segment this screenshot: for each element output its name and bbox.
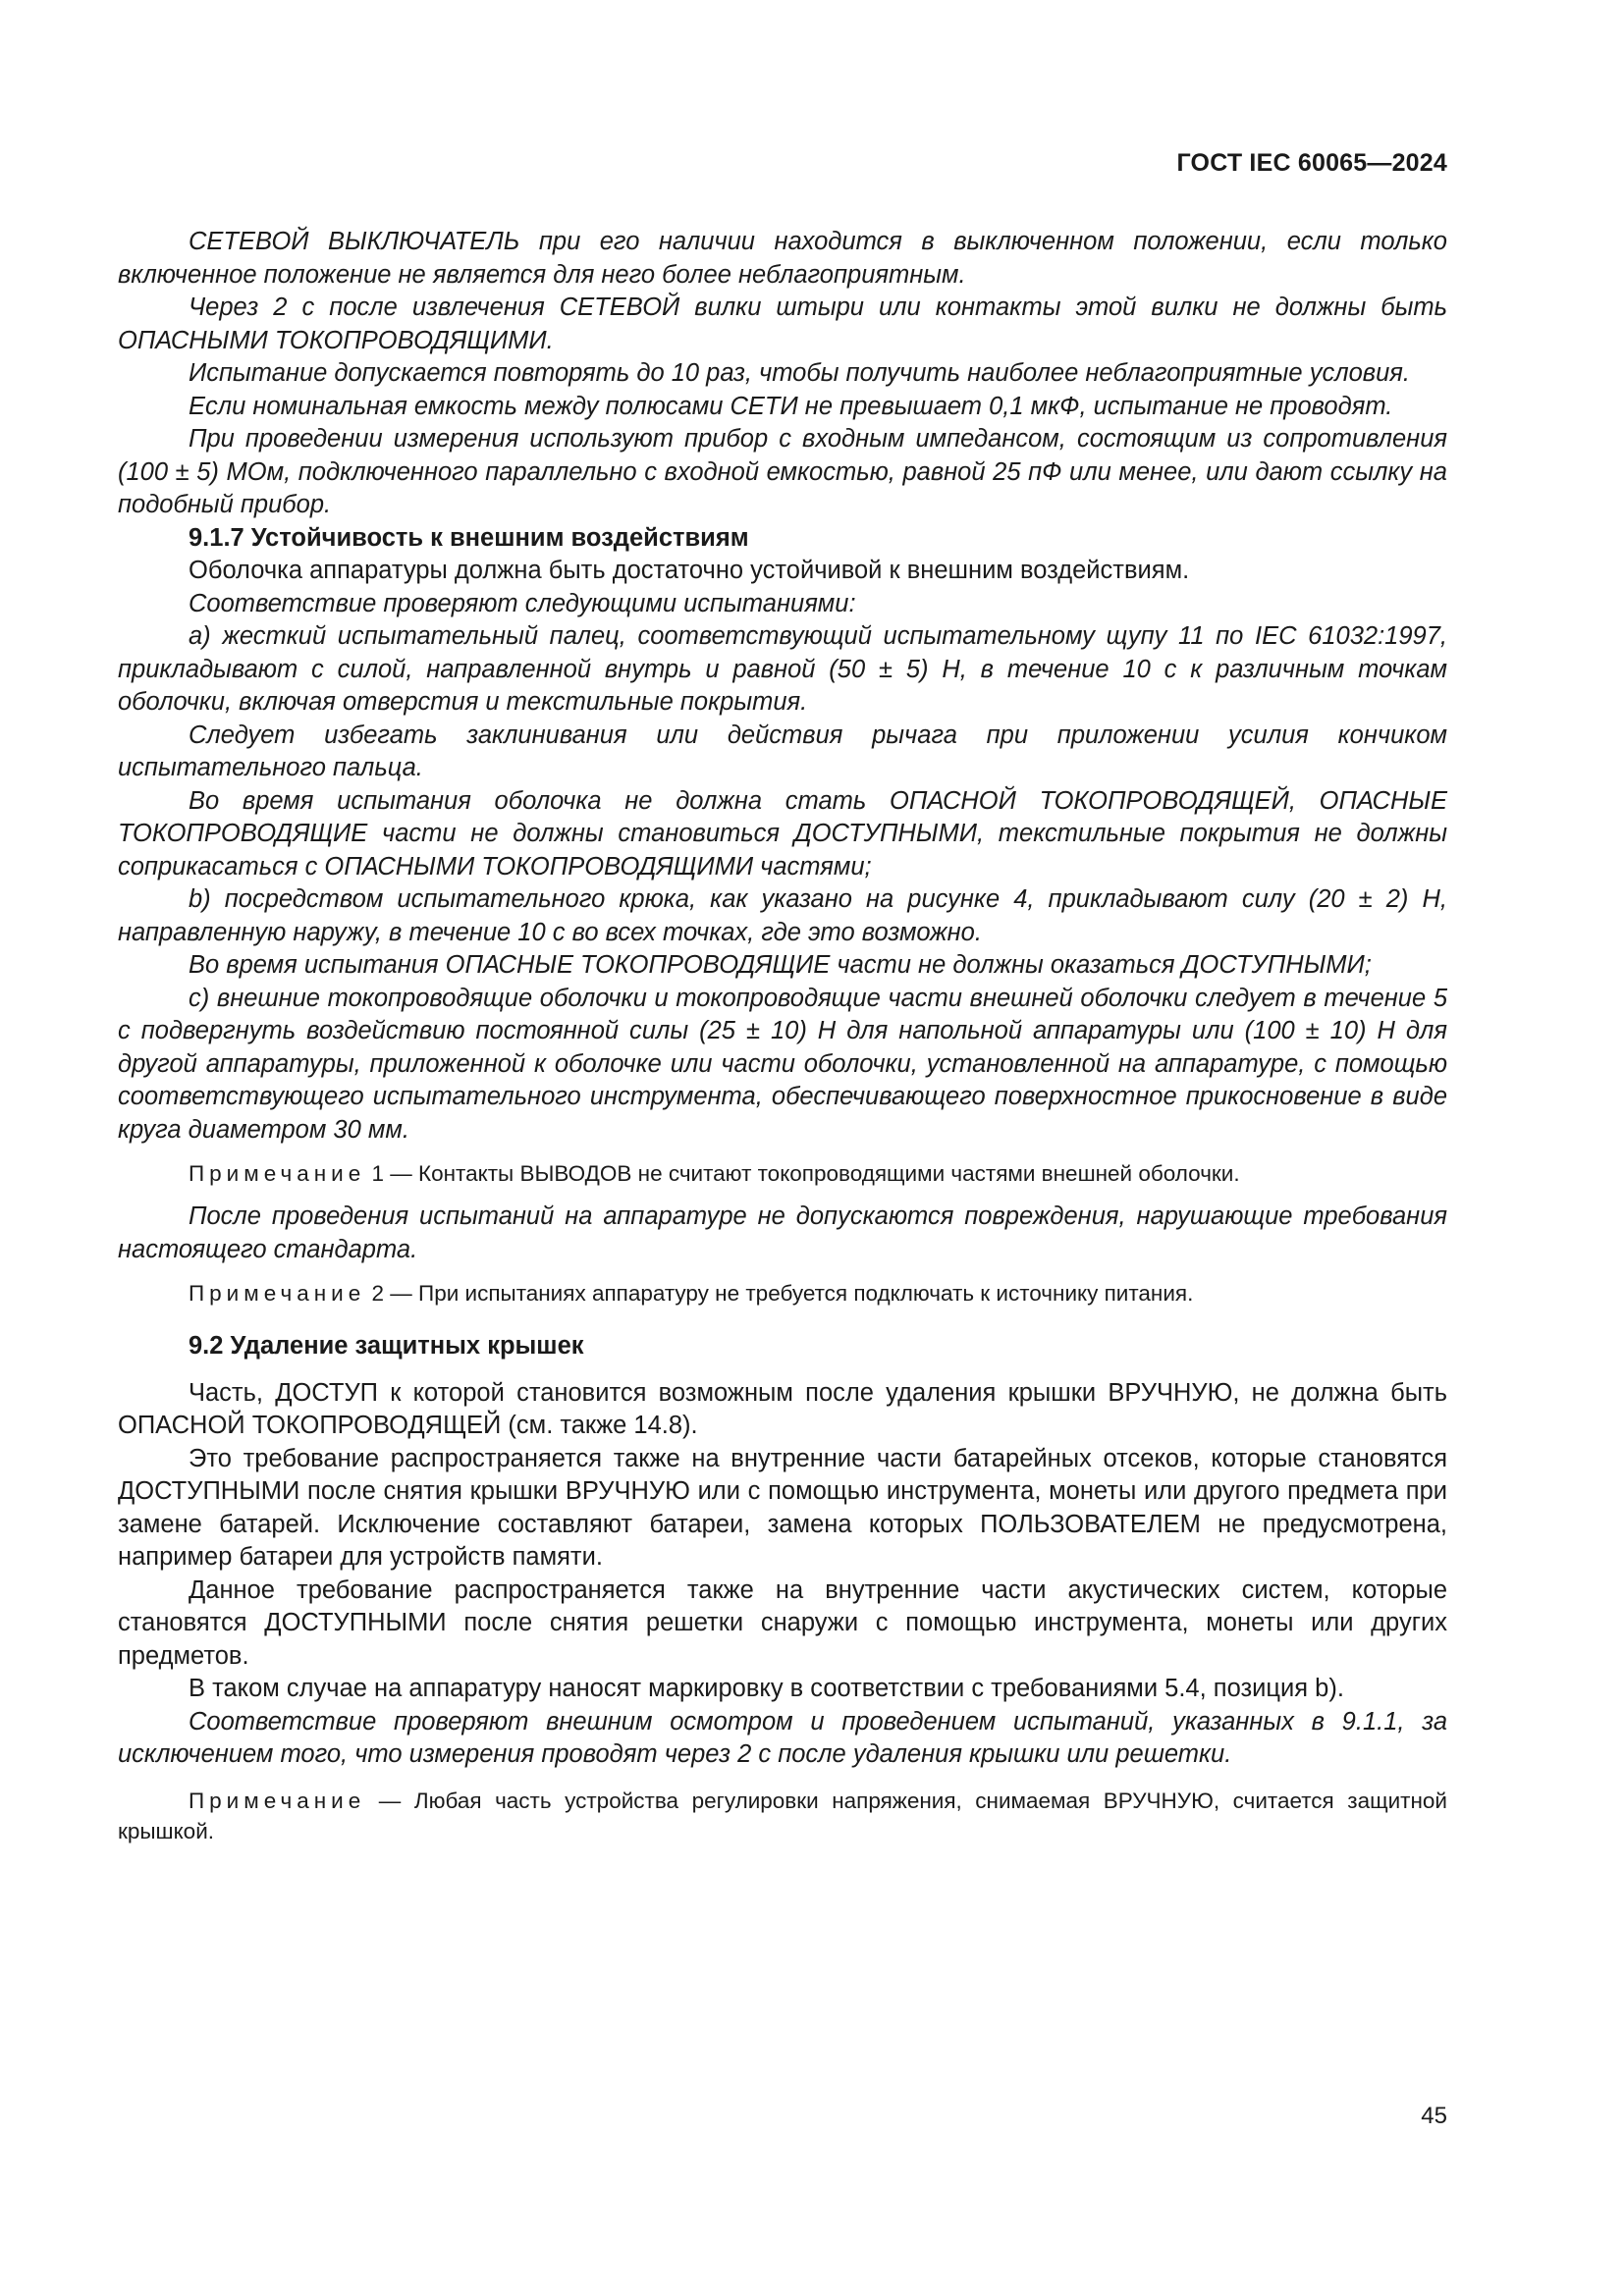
document-header: ГОСТ IEC 60065—2024 — [1176, 149, 1447, 177]
document-body — [118, 226, 1447, 1858]
section-heading-9-1-7: 9.1.7 Устойчивость к внешним воздействиям — [189, 523, 749, 552]
paragraph: Соответствие проверяют внешним осмотром и проведением испытаний, указанных в 9.1.1, за исключением того, что измерения проводят через 2 с после удаления крышки или решетки. — [118, 1707, 1447, 1768]
paragraph: В таком случае на аппаратуру наносят маркировку в соответствии с требованиями 5.4, позиция b). — [189, 1675, 1344, 1702]
paragraph: Испытание допускается повторять до 10 раз, чтобы получить наиболее неблагоприятные условия. — [189, 359, 1410, 387]
paragraph: После проведения испытаний на аппаратуре не допускаются повреждения, нарушающие требования настоящего стандарта. — [118, 1202, 1447, 1263]
paragraph: Соответствие проверяют следующими испытаниями: — [189, 589, 856, 617]
note-label: Примечание — [189, 1161, 366, 1186]
section-heading-9-2: 9.2 Удаление защитных крышек — [189, 1332, 584, 1360]
paragraph: Часть, ДОСТУП к которой становится возможным после удаления крышки ВРУЧНУЮ, не должна быть ОПАСНОЙ ТОКОПРОВОДЯЩЕЙ (см. также 14.8). — [118, 1378, 1447, 1439]
note-text: 2 — При испытаниях аппаратуру не требуется подключать к источнику питания. — [371, 1281, 1194, 1306]
note-label: Примечание — [189, 1788, 366, 1813]
paragraph: Следует избегать заклинивания или действия рычага при приложении усилия кончиком испытательного пальца. — [118, 721, 1447, 781]
list-item-c: c) внешние токопроводящие оболочки и токопроводящие части внешней оболочки следует в течение 5 с подвергнуть воздействию постоянной силы (25 ± 10) Н для напольной аппаратуры или (100 ± 10) Н для другой аппаратуры, приложенной к оболочке или части оболочки, установленной на аппаратуре, с помощью соответствующего испытательного инструмента, обеспечивающего поверхностное прикосновение в виде круга диаметром 30 мм. — [118, 984, 1447, 1144]
paragraph: Через 2 с после извлечения СЕТЕВОЙ вилки штыри или контакты этой вилки не должны быть ОПАСНЫМИ ТОКОПРОВОДЯЩИМИ. — [118, 294, 1447, 354]
note-text: 1 — Контакты ВЫВОДОВ не считают токопроводящими частями внешней оболочки. — [371, 1161, 1240, 1186]
paragraph: Данное требование распространяется также на внутренние части акустических систем, которые становятся ДОСТУПНЫМИ после снятия решетки снаружи с помощью инструмента, монеты или других предметов. — [118, 1575, 1447, 1670]
list-item-a: a) жесткий испытательный палец, соответствующий испытательному щупу 11 по IEC 61032:1997, прикладывают с силой, направленной внутрь и равной (50 ± 5) Н, в течение 10 с к различным точкам оболочки, включая отверстия и текстильные покрытия. — [118, 622, 1447, 716]
page-number: 45 — [1421, 2103, 1447, 2129]
paragraph: Во время испытания ОПАСНЫЕ ТОКОПРОВОДЯЩИЕ части не должны оказаться ДОСТУПНЫМИ; — [189, 951, 1372, 979]
note-2 — [118, 1278, 1447, 1308]
paragraph: СЕТЕВОЙ ВЫКЛЮЧАТЕЛЬ при его наличии находится в выключенном положении, если только включенное положение не является для него более неблагоприятным. — [118, 228, 1447, 289]
note-label: Примечание — [189, 1281, 366, 1306]
note-1 — [118, 1158, 1447, 1189]
note-text: — Любая часть устройства регулировки напряжения, снимаемая ВРУЧНУЮ, считается защитной крышкой. — [118, 1788, 1447, 1843]
paragraph: Во время испытания оболочка не должна стать ОПАСНОЙ ТОКОПРОВОДЯЩЕЙ, ОПАСНЫЕ ТОКОПРОВОДЯЩИЕ части не должны становиться ДОСТУПНЫМИ, текстильные покрытия не должны соприкасаться с ОПАСНЫМИ ТОКОПРОВОДЯЩИМИ частями; — [118, 786, 1447, 881]
paragraph: При проведении измерения используют прибор с входным импедансом, состоящим из сопротивления (100 ± 5) МОм, подключенного параллельно с входной емкостью, равной 25 пФ или менее, или дают ссылку на подобный прибор. — [118, 425, 1447, 518]
paragraph: Если номинальная емкость между полюсами СЕТИ не превышает 0,1 мкФ, испытание не проводят. — [189, 392, 1393, 420]
list-item-b: b) посредством испытательного крюка, как указано на рисунке 4, прикладывают силу (20 ± 2) Н, направленную наружу, в течение 10 с во всех точках, где это возможно. — [118, 885, 1447, 946]
paragraph: Это требование распространяется также на внутренние части батарейных отсеков, которые становятся ДОСТУПНЫМИ после снятия крышки ВРУЧНУЮ или с помощью инструмента, монеты или другого предмета при замене батарей. Исключение составляют батареи, замена которых ПОЛЬЗОВАТЕЛЕМ не предусмотрена, например батареи для устройств памяти. — [118, 1444, 1447, 1571]
paragraph: Оболочка аппаратуры должна быть достаточно устойчивой к внешним воздействиям. — [189, 557, 1190, 584]
note-3 — [118, 1786, 1447, 1846]
